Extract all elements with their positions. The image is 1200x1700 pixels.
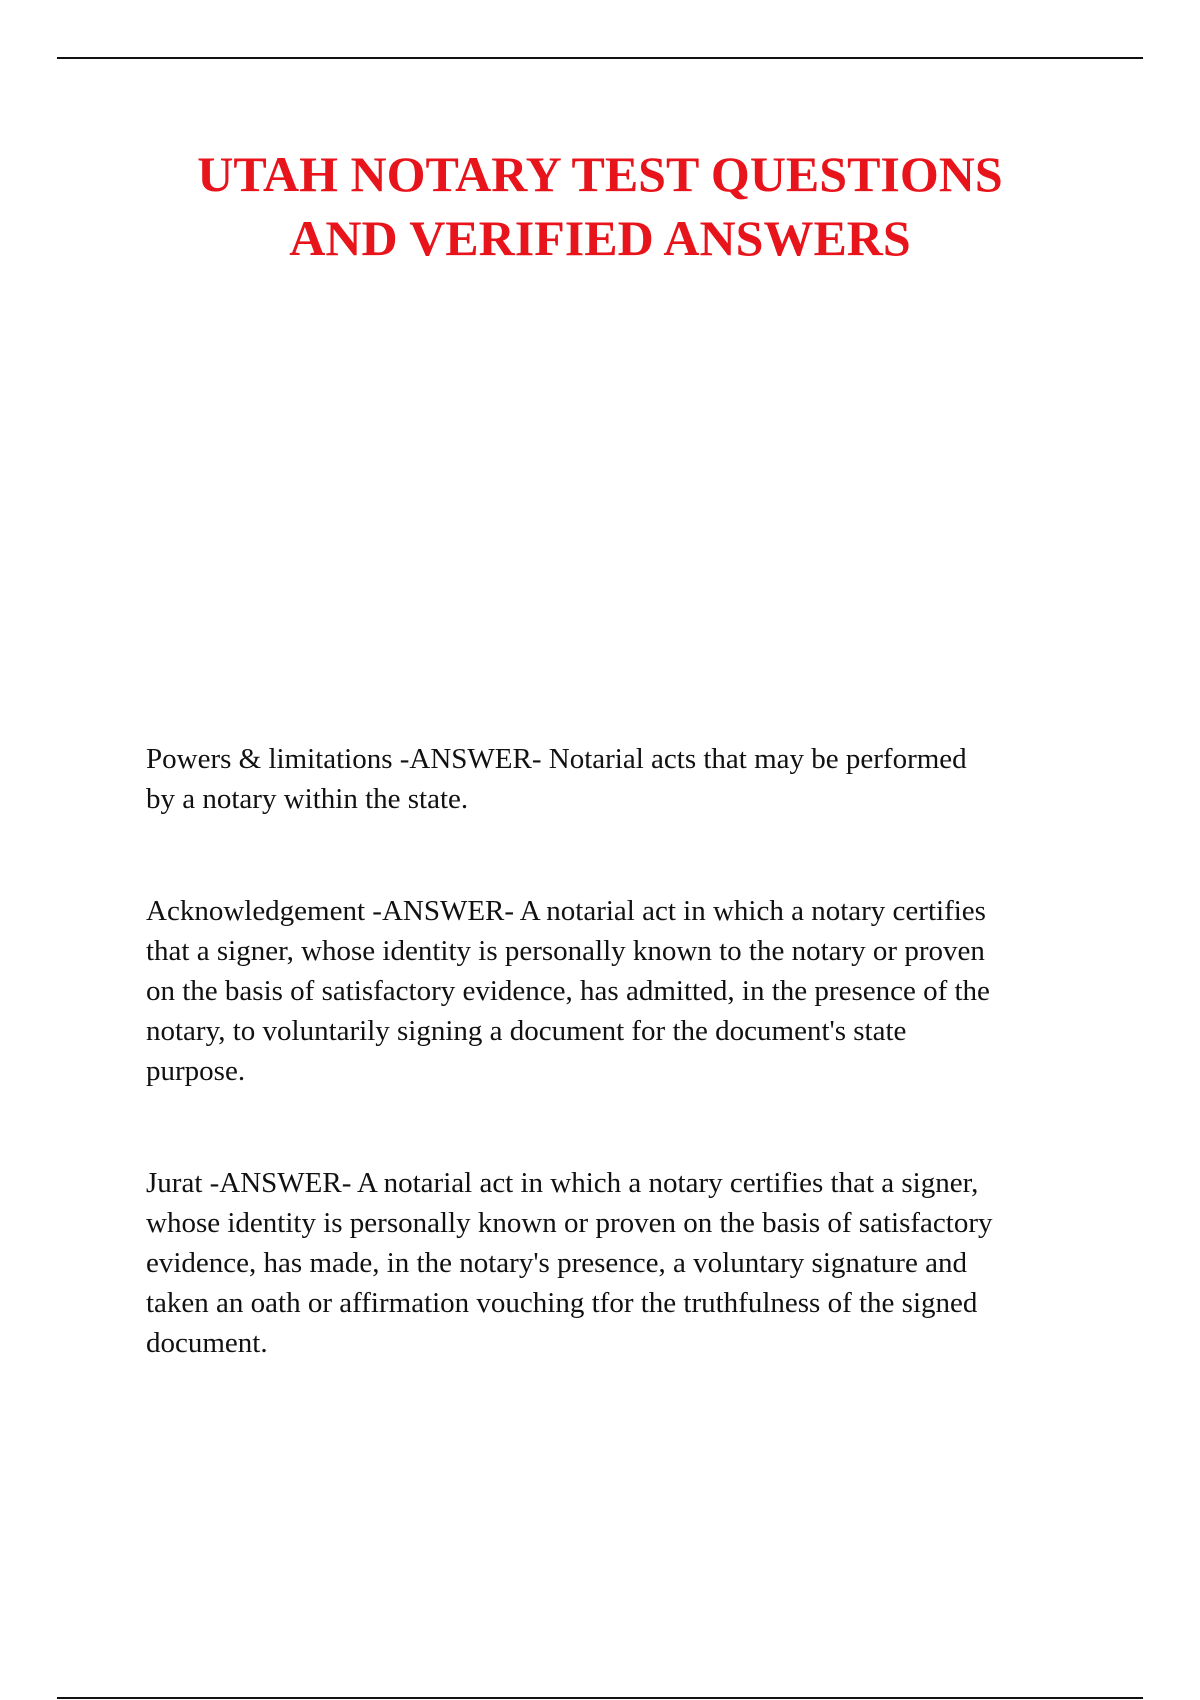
entry-line: document. xyxy=(146,1327,268,1359)
entry-line: whose identity is personally known or proven on the basis of satisfactory xyxy=(146,1207,993,1239)
entry-line: notary, to voluntarily signing a document for the document's state xyxy=(146,1015,907,1047)
qa-entry-jurat xyxy=(146,1163,1096,1363)
entry-line: by a notary within the state. xyxy=(146,783,469,815)
entry-line: evidence, has made, in the notary's presence, a voluntary signature and xyxy=(146,1247,967,1279)
entry-line: purpose. xyxy=(146,1055,246,1087)
bottom-rule xyxy=(57,1697,1143,1699)
title-line: AND VERIFIED ANSWERS xyxy=(289,210,911,266)
entry-line: Jurat -ANSWER- A notarial act in which a notary certifies that a signer, xyxy=(146,1167,979,1199)
entry-line: taken an oath or affirmation vouching tfor the truthfulness of the signed xyxy=(146,1287,978,1319)
qa-entry-acknowledgement xyxy=(146,891,1096,1091)
entry-line: Acknowledgement -ANSWER- A notarial act in which a notary certifies xyxy=(146,895,986,927)
qa-entry-powers-limitations xyxy=(146,739,1096,819)
entry-line: that a signer, whose identity is personally known to the notary or proven xyxy=(146,935,985,967)
entry-line: on the basis of satisfactory evidence, has admitted, in the presence of the xyxy=(146,975,990,1007)
qa-entries xyxy=(146,739,1096,1363)
document-title xyxy=(0,142,1200,270)
entry-line: Powers & limitations -ANSWER- Notarial acts that may be performed xyxy=(146,743,967,775)
title-line: UTAH NOTARY TEST QUESTIONS xyxy=(197,146,1003,202)
top-rule xyxy=(57,57,1143,59)
